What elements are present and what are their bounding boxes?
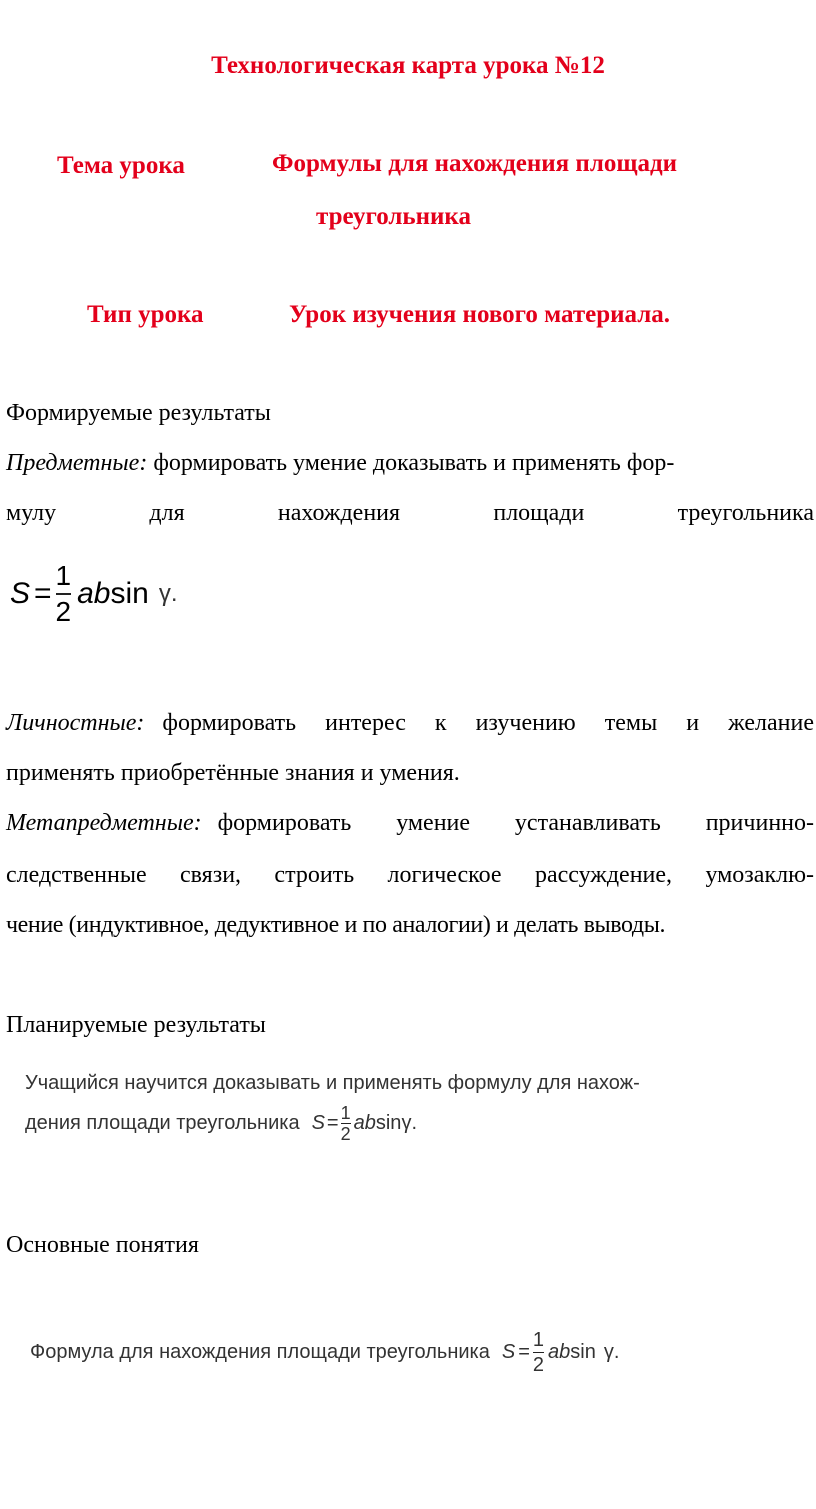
subject-word: нахождения [277, 500, 401, 526]
formula-fraction [341, 1104, 351, 1143]
subject-text: формировать умение доказывать и применять фор- [153, 450, 675, 476]
personal-text: формировать интерес к изучению темы и желание [162, 710, 814, 736]
subject-word: мулу [6, 500, 57, 526]
meta-label: Метапредметные: [6, 810, 202, 836]
formula-lhs: S [10, 577, 31, 610]
topic-value-line2: треугольника [316, 203, 471, 230]
formula-sin: sin [375, 1112, 402, 1134]
formula-sin: sin [570, 1341, 596, 1363]
formula-ab: ab [77, 577, 111, 610]
formula-numerator: 1 [55, 560, 72, 591]
formula-numerator: 1 [532, 1329, 544, 1351]
formula-fraction [533, 1330, 544, 1375]
formula-gamma: γ. [401, 1112, 417, 1134]
subject-label: Предметные: [6, 450, 148, 476]
personal-label: Личностные: [6, 710, 145, 736]
area-formula [10, 562, 178, 626]
topic-value-line1: Формулы для нахождения площади [272, 150, 678, 177]
formula-denominator: 2 [340, 1124, 351, 1144]
personal-line2: применять приобретённые знания и умения. [6, 760, 460, 786]
subject-line1 [6, 450, 814, 477]
topic-label: Тема урока [57, 152, 185, 179]
formula-numerator: 1 [340, 1103, 351, 1123]
formula-eq: = [518, 1341, 530, 1363]
personal-line1 [6, 710, 814, 737]
meta-line2: следственные связи, строить логическое рассуждение, умозаклю- [6, 862, 814, 888]
formula-gamma: γ. [158, 580, 178, 607]
concepts-text: Формула для нахождения площади треугольника [30, 1341, 490, 1363]
fraction-bar [533, 1352, 544, 1353]
formula-sin: sin [110, 577, 149, 610]
meta-line1 [6, 810, 814, 837]
subject-word: площади [493, 500, 585, 526]
page-title: Технологическая карта урока №12 [211, 52, 605, 79]
planned-line1: Учащийся научится доказывать и применять формулу для нахож- [25, 1072, 640, 1094]
formula-ab: ab [548, 1341, 571, 1363]
formula-fraction [56, 562, 72, 626]
type-value: Урок изучения нового материала. [289, 301, 671, 328]
meta-text: формировать умение устанавливать причинно- [217, 810, 814, 836]
formula-eq: = [34, 577, 52, 610]
results-heading: Формируемые результаты [6, 400, 271, 426]
planned-text: дения площади треугольника [25, 1112, 300, 1134]
formula-lhs: S [501, 1341, 516, 1363]
planned-line2 [25, 1104, 417, 1143]
formula-gamma: γ. [603, 1341, 620, 1363]
concepts-formula-line [30, 1330, 619, 1375]
fraction-bar [56, 593, 72, 595]
subject-line2 [6, 500, 814, 527]
formula-ab: ab [353, 1112, 376, 1134]
meta-line3: чение (индуктивное, дедуктивное и по аналогии) и делать выводы. [6, 912, 666, 938]
type-label: Тип урока [87, 301, 204, 328]
concepts-heading: Основные понятия [6, 1232, 199, 1258]
subject-word: треугольника [677, 500, 814, 526]
planned-heading: Планируемые результаты [6, 1012, 266, 1038]
formula-lhs: S [311, 1112, 325, 1134]
formula-denominator: 2 [55, 596, 72, 627]
formula-denominator: 2 [532, 1354, 544, 1376]
formula-eq: = [326, 1112, 339, 1134]
subject-word: для [149, 500, 185, 526]
